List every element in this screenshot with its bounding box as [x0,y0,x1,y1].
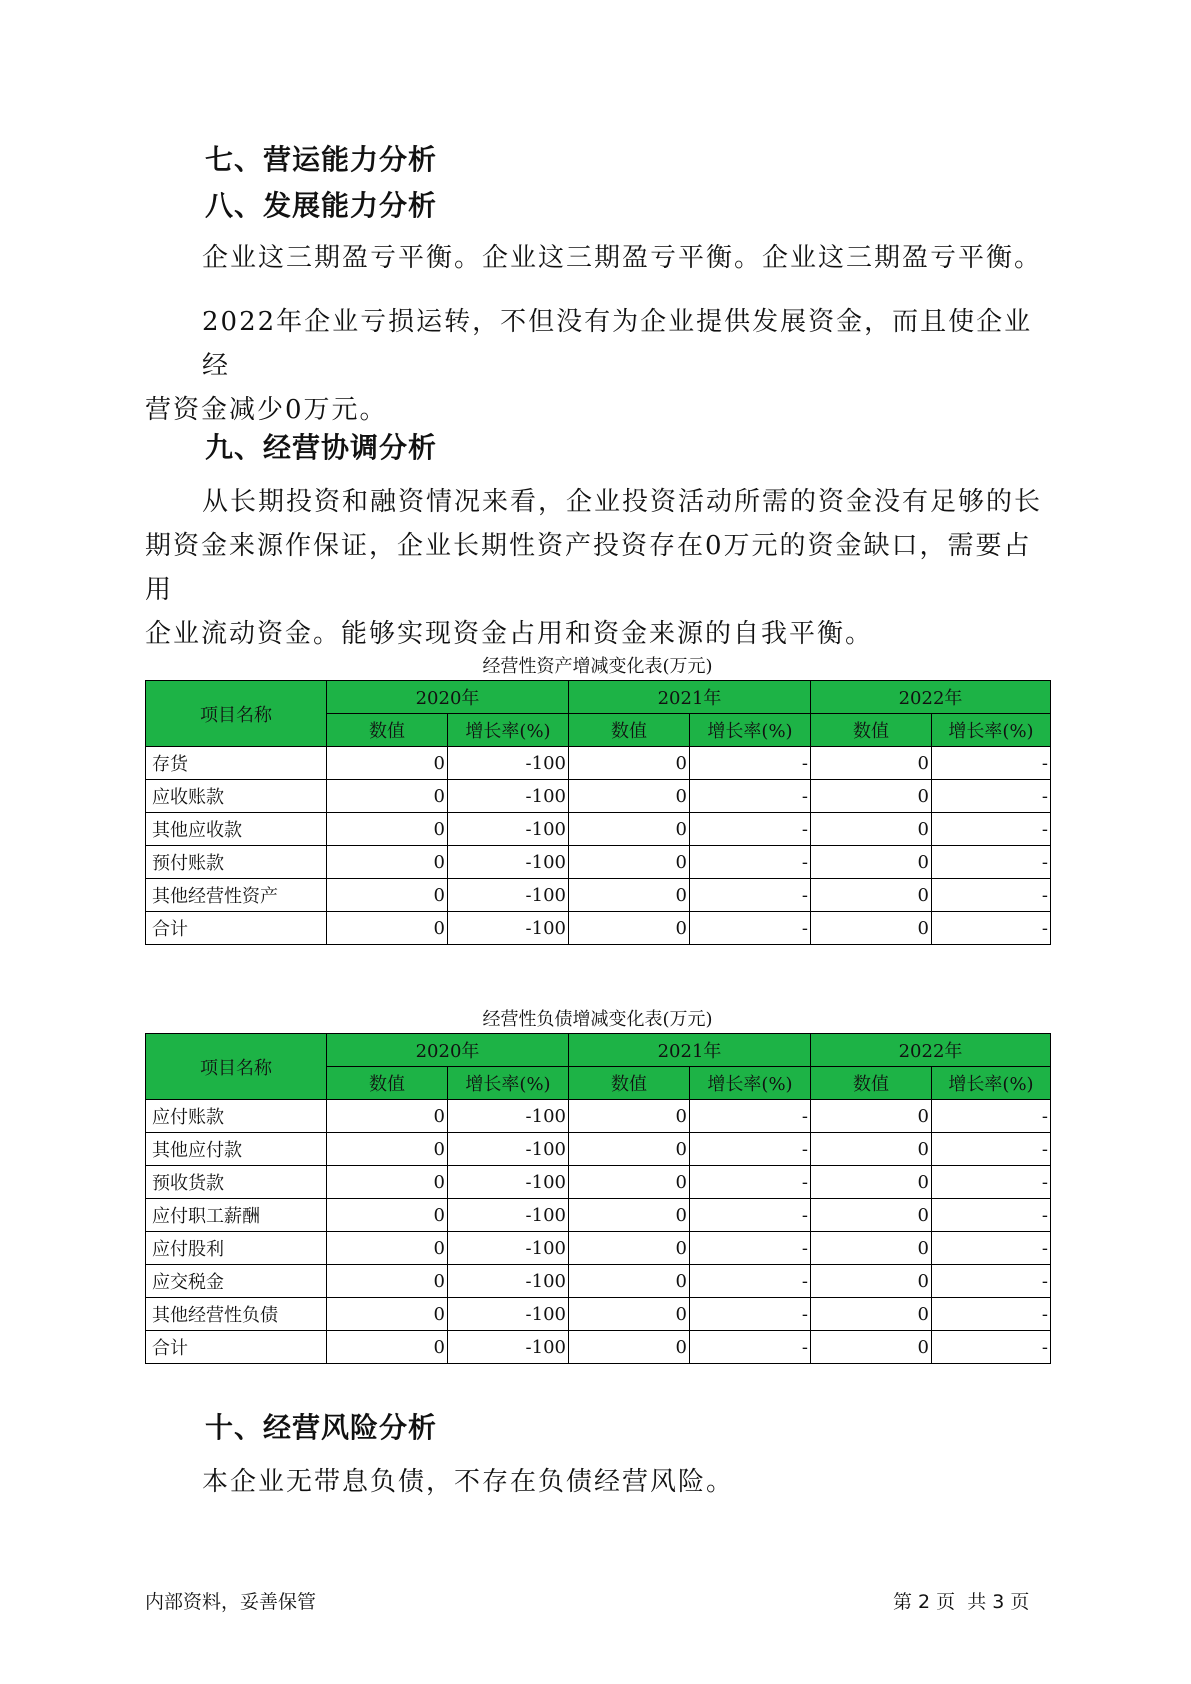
header-value: 数值 [327,714,448,747]
header-year-2022: 2022年 [811,681,1051,714]
row-item-name: 其他经营性资产 [146,879,327,912]
cell-growth-2020: -100 [448,1133,569,1166]
cell-growth-2020: -100 [448,846,569,879]
cell-value-2020: 0 [327,747,448,780]
row-item-name: 其他应付款 [146,1133,327,1166]
header-value: 数值 [569,1067,690,1100]
cell-value-2021: 0 [569,1331,690,1364]
paragraph-risk [202,1460,1102,1504]
header-growth: 增长率(%) [932,1067,1051,1100]
cell-growth-2020: -100 [448,912,569,945]
cell-growth-2020: -100 [448,1100,569,1133]
cell-growth-2021: - [690,1298,811,1331]
cell-growth-2022: - [932,1232,1051,1265]
table-row [146,1133,1051,1166]
liabilities-change-table [145,1033,1051,1364]
cell-growth-2021: - [690,1199,811,1232]
paragraph-line: 本企业无带息负债，不存在负债经营风险。 [202,1467,735,1497]
row-item-name: 其他经营性负债 [146,1298,327,1331]
cell-value-2020: 0 [327,1199,448,1232]
assets-table-title: 经营性资产增减变化表(万元) [482,656,713,677]
paragraph-line: 企业流动资金。能够实现资金占用和资金来源的自我平衡。 [145,619,874,649]
header-item-name: 项目名称 [146,1034,327,1100]
cell-growth-2020: -100 [448,1232,569,1265]
cell-value-2021: 0 [569,1298,690,1331]
header-value: 数值 [569,714,690,747]
table-row [146,1100,1051,1133]
cell-value-2020: 0 [327,1100,448,1133]
cell-growth-2020: -100 [448,1166,569,1199]
cell-growth-2020: -100 [448,1331,569,1364]
cell-growth-2021: - [690,813,811,846]
header-year-2020: 2020年 [327,681,569,714]
cell-value-2022: 0 [811,1331,932,1364]
footer-page-number: 第 2 页 共 3 页 [893,1591,1030,1613]
cell-value-2021: 0 [569,1166,690,1199]
header-year-2022: 2022年 [811,1034,1051,1067]
table-row [146,1265,1051,1298]
table-row [146,1166,1051,1199]
cell-value-2020: 0 [327,912,448,945]
header-growth: 增长率(%) [448,1067,569,1100]
cell-value-2020: 0 [327,780,448,813]
table-row [146,912,1051,945]
cell-growth-2022: - [932,1100,1051,1133]
paragraph-line: 营资金减少0万元。 [145,395,388,425]
cell-growth-2021: - [690,846,811,879]
cell-growth-2020: -100 [448,780,569,813]
table-row [146,1298,1051,1331]
row-item-name: 预付账款 [146,846,327,879]
cell-value-2022: 0 [811,1133,932,1166]
assets-change-table [145,680,1051,945]
cell-value-2022: 0 [811,1298,932,1331]
row-item-name: 应付股利 [146,1232,327,1265]
cell-value-2021: 0 [569,1133,690,1166]
row-item-name: 其他应收款 [146,813,327,846]
header-item-name: 项目名称 [146,681,327,747]
table-row [146,1331,1051,1364]
cell-growth-2021: - [690,747,811,780]
cell-value-2021: 0 [569,1199,690,1232]
cell-value-2022: 0 [811,879,932,912]
cell-growth-2022: - [932,1265,1051,1298]
cell-value-2021: 0 [569,813,690,846]
cell-value-2021: 0 [569,780,690,813]
paragraph-breakeven [202,236,1102,280]
header-year-2020: 2020年 [327,1034,569,1067]
header-growth: 增长率(%) [690,714,811,747]
header-value: 数值 [327,1067,448,1100]
cell-growth-2021: - [690,1166,811,1199]
cell-growth-2020: -100 [448,747,569,780]
header-year-2021: 2021年 [569,1034,811,1067]
row-item-name: 应付职工薪酬 [146,1199,327,1232]
row-item-name: 合计 [146,1331,327,1364]
cell-growth-2022: - [932,879,1051,912]
table-row [146,813,1051,846]
cell-value-2021: 0 [569,879,690,912]
cell-growth-2021: - [690,1265,811,1298]
cell-value-2022: 0 [811,1100,932,1133]
cell-growth-2022: - [932,1331,1051,1364]
paragraph-development-funds [145,300,1045,432]
cell-growth-2020: -100 [448,879,569,912]
cell-value-2022: 0 [811,813,932,846]
table-row [146,747,1051,780]
cell-growth-2022: - [932,1199,1051,1232]
cell-value-2022: 0 [811,1199,932,1232]
cell-growth-2020: -100 [448,1265,569,1298]
section-heading-development-capacity: 八、发展能力分析 [205,189,438,222]
cell-value-2020: 0 [327,813,448,846]
paragraph-line: 2022年企业亏损运转，不但没有为企业提供发展资金，而且使企业经 [202,307,1033,381]
cell-growth-2022: - [932,912,1051,945]
cell-value-2020: 0 [327,1298,448,1331]
cell-value-2022: 0 [811,780,932,813]
cell-value-2022: 0 [811,846,932,879]
cell-growth-2021: - [690,879,811,912]
header-growth: 增长率(%) [932,714,1051,747]
cell-growth-2020: -100 [448,1298,569,1331]
cell-growth-2021: - [690,1133,811,1166]
row-item-name: 应交税金 [146,1265,327,1298]
table-row [146,1199,1051,1232]
cell-growth-2021: - [690,780,811,813]
section-heading-operating-capacity: 七、营运能力分析 [205,143,438,176]
header-year-2021: 2021年 [569,681,811,714]
cell-growth-2021: - [690,1232,811,1265]
cell-value-2020: 0 [327,846,448,879]
table-row [146,879,1051,912]
cell-growth-2021: - [690,1100,811,1133]
cell-value-2021: 0 [569,1100,690,1133]
cell-value-2021: 0 [569,747,690,780]
cell-growth-2021: - [690,912,811,945]
cell-value-2021: 0 [569,1232,690,1265]
cell-value-2022: 0 [811,747,932,780]
cell-growth-2022: - [932,1166,1051,1199]
header-value: 数值 [811,714,932,747]
cell-value-2020: 0 [327,1232,448,1265]
cell-value-2021: 0 [569,912,690,945]
table-row [146,780,1051,813]
cell-value-2022: 0 [811,1265,932,1298]
row-item-name: 合计 [146,912,327,945]
cell-value-2020: 0 [327,1166,448,1199]
cell-value-2021: 0 [569,1265,690,1298]
row-item-name: 应收账款 [146,780,327,813]
cell-value-2021: 0 [569,846,690,879]
row-item-name: 存货 [146,747,327,780]
table-row [146,846,1051,879]
cell-growth-2022: - [932,780,1051,813]
footer-confidential-note: 内部资料，妥善保管 [145,1591,317,1613]
cell-growth-2020: -100 [448,813,569,846]
header-growth: 增长率(%) [448,714,569,747]
cell-value-2022: 0 [811,1232,932,1265]
header-value: 数值 [811,1067,932,1100]
cell-value-2020: 0 [327,1133,448,1166]
cell-value-2020: 0 [327,879,448,912]
paragraph-line: 企业这三期盈亏平衡。企业这三期盈亏平衡。企业这三期盈亏平衡。 [202,243,1043,273]
cell-growth-2022: - [932,1298,1051,1331]
cell-value-2022: 0 [811,912,932,945]
section-heading-operating-risk: 十、经营风险分析 [205,1411,438,1444]
cell-value-2020: 0 [327,1265,448,1298]
row-item-name: 应付账款 [146,1100,327,1133]
cell-growth-2022: - [932,813,1051,846]
row-item-name: 预收货款 [146,1166,327,1199]
cell-value-2022: 0 [811,1166,932,1199]
liabilities-table-title: 经营性负债增减变化表(万元) [482,1009,713,1030]
paragraph-line: 期资金来源作保证，企业长期性资产投资存在0万元的资金缺口，需要占用 [145,531,1032,605]
cell-growth-2020: -100 [448,1199,569,1232]
cell-growth-2022: - [932,846,1051,879]
paragraph-line: 从长期投资和融资情况来看，企业投资活动所需的资金没有足够的长 [202,487,1043,517]
section-heading-coordination: 九、经营协调分析 [205,431,438,464]
header-growth: 增长率(%) [690,1067,811,1100]
paragraph-coordination [145,480,1045,656]
cell-growth-2022: - [932,747,1051,780]
cell-value-2020: 0 [327,1331,448,1364]
cell-growth-2021: - [690,1331,811,1364]
cell-growth-2022: - [932,1133,1051,1166]
table-row [146,1232,1051,1265]
